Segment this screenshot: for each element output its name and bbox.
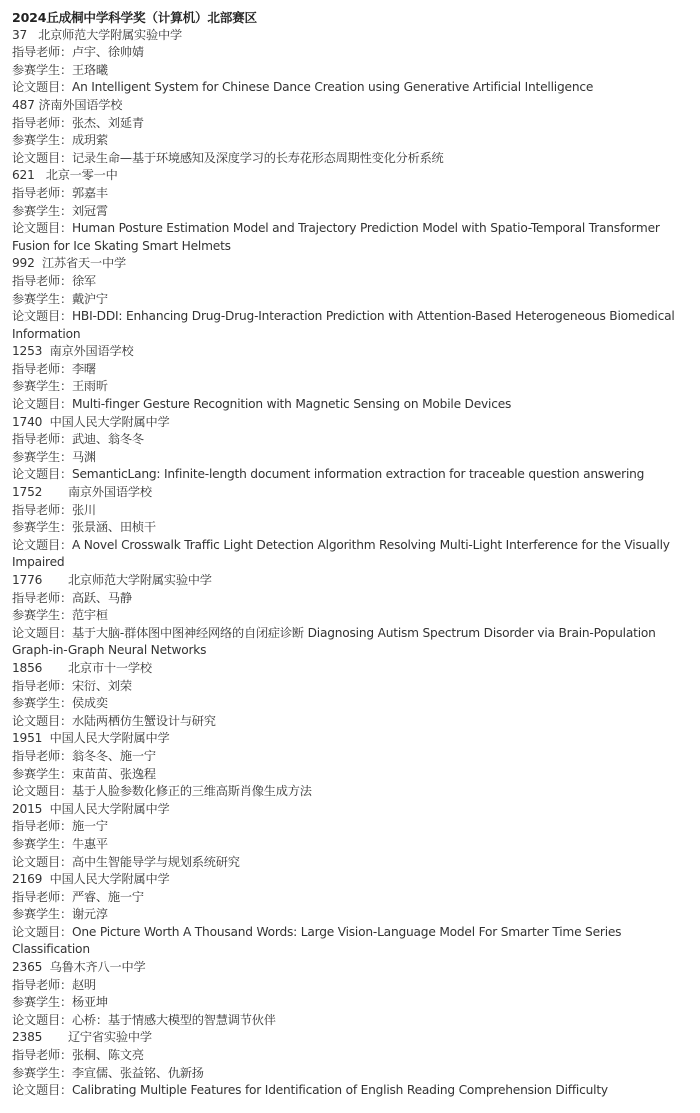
entry-paper	[12, 308, 688, 343]
entry	[12, 572, 688, 660]
entry-header	[12, 959, 688, 977]
entry-advisors	[12, 678, 688, 696]
entry-gap	[42, 661, 68, 675]
paper-label: 论文题目：	[12, 309, 72, 324]
entry-school: 中国人民大学附属中学	[49, 414, 170, 429]
entry-id: 1740	[12, 414, 43, 429]
entry-id: 2015	[12, 801, 43, 816]
advisor-label: 指导老师：	[12, 678, 72, 693]
students-label: 参赛学生：	[12, 291, 72, 306]
advisor-names: 严睿、施一宁	[71, 889, 144, 904]
entry-gap	[42, 960, 49, 974]
student-names: 王珞曦	[71, 62, 108, 77]
advisor-names: 徐军	[71, 273, 96, 288]
entry-school: 北京一零一中	[45, 168, 118, 183]
advisor-names: 武迪、翁冬冬	[71, 432, 144, 447]
advisor-label: 指导老师：	[12, 748, 72, 763]
paper-label: 论文题目：	[12, 854, 72, 869]
entry-paper	[12, 220, 688, 255]
paper-title: 基于人脸参数化修正的三维高斯肖像生成方法	[71, 784, 312, 799]
students-label: 参赛学生：	[12, 62, 72, 77]
entry-gap	[42, 573, 68, 587]
entry-id: 621	[12, 168, 35, 183]
entry-paper	[12, 625, 688, 660]
entry-advisors	[12, 1047, 688, 1065]
student-names: 牛惠平	[71, 836, 108, 851]
entry-students	[12, 836, 688, 854]
advisor-label: 指导老师：	[12, 590, 72, 605]
entry-id: 1253	[12, 344, 43, 359]
paper-label: 论文题目：	[12, 924, 72, 939]
students-label: 参赛学生：	[12, 449, 72, 464]
entry-gap	[42, 1030, 68, 1044]
entry-students	[12, 378, 688, 396]
entry-advisors	[12, 977, 688, 995]
entry-advisors	[12, 185, 688, 203]
paper-label: 论文题目：	[12, 1012, 72, 1027]
entry-school: 南京外国语学校	[49, 344, 134, 359]
paper-label: 论文题目：	[12, 1083, 72, 1098]
entry-paper	[12, 713, 688, 731]
students-label: 参赛学生：	[12, 696, 72, 711]
entry-gap	[27, 28, 38, 42]
entry-paper	[12, 537, 688, 572]
student-names: 戴沪宁	[71, 291, 108, 306]
entry-paper	[12, 1012, 688, 1030]
entry-id: 37	[12, 27, 28, 42]
entry-advisors	[12, 273, 688, 291]
paper-title: 高中生智能导学与规划系统研究	[71, 854, 240, 869]
advisor-names: 施一宁	[71, 819, 108, 834]
entry-id: 992	[12, 256, 35, 271]
entry-header	[12, 343, 688, 361]
paper-title: 基于大脑-群体图中图神经网络的自闭症诊断 Diagnosing Autism Spectrum Disorder via Brain-Population Graph-in-Graph Neural Networks	[12, 625, 656, 658]
entry-header	[12, 97, 688, 115]
entry-paper	[12, 466, 688, 484]
entry-id: 1752	[12, 485, 43, 500]
paper-label: 论文题目：	[12, 625, 72, 640]
entry-paper	[12, 79, 688, 97]
advisor-names: 宋衍、刘荣	[71, 678, 132, 693]
advisor-label: 指导老师：	[12, 1048, 72, 1063]
entry-gap	[42, 415, 49, 429]
paper-label: 论文题目：	[12, 150, 72, 165]
entry-header	[12, 1029, 688, 1047]
paper-title: SemanticLang: Infinite-length document information extraction for traceable question answering	[71, 467, 645, 482]
entry-school: 中国人民大学附属中学	[49, 731, 170, 746]
students-label: 参赛学生：	[12, 995, 72, 1010]
entry	[12, 730, 688, 800]
entry-advisors	[12, 748, 688, 766]
entry-paper	[12, 854, 688, 872]
advisor-label: 指导老师：	[12, 273, 72, 288]
student-names: 谢元淳	[71, 907, 108, 922]
entry-gap	[42, 344, 49, 358]
entry-gap	[42, 802, 49, 816]
advisor-label: 指导老师：	[12, 819, 72, 834]
entry-school: 北京师范大学附属实验中学	[67, 573, 212, 587]
advisor-label: 指导老师：	[12, 977, 72, 992]
entry-students	[12, 449, 688, 467]
entry-students	[12, 519, 688, 537]
entry-advisors	[12, 590, 688, 608]
entry-header	[12, 255, 688, 273]
entry-advisors	[12, 502, 688, 520]
students-label: 参赛学生：	[12, 907, 72, 922]
advisor-names: 翁冬冬、施一宁	[71, 748, 156, 763]
entry-id: 1856	[12, 660, 43, 675]
entry	[12, 97, 688, 167]
entry-paper	[12, 396, 688, 414]
students-label: 参赛学生：	[12, 766, 72, 781]
students-label: 参赛学生：	[12, 203, 72, 218]
entry-header	[12, 484, 688, 502]
advisor-names: 赵明	[71, 977, 96, 992]
advisor-names: 高跃、马静	[71, 590, 132, 605]
entry-students	[12, 132, 688, 150]
entry-advisors	[12, 818, 688, 836]
entry-students	[12, 695, 688, 713]
entry-header	[12, 167, 688, 185]
entry-id: 2385	[12, 1030, 43, 1045]
paper-label: 论文题目：	[12, 397, 72, 412]
entry-school: 中国人民大学附属中学	[49, 872, 170, 887]
entry-gap	[42, 872, 49, 886]
student-names: 张景涵、田桢干	[71, 520, 156, 535]
paper-title: A Novel Crosswalk Traffic Light Detection Algorithm Resolving Multi-Light Interference for the Visually Impaired	[12, 537, 670, 570]
entry-students	[12, 203, 688, 221]
entry-header	[12, 871, 688, 889]
advisor-label: 指导老师：	[12, 115, 72, 130]
paper-label: 论文题目：	[12, 467, 72, 482]
entry-advisors	[12, 431, 688, 449]
entry	[12, 27, 688, 97]
entry-list	[12, 27, 688, 1100]
entry-paper	[12, 1082, 688, 1100]
entry	[12, 871, 688, 959]
paper-title: Multi-finger Gesture Recognition with Magnetic Sensing on Mobile Devices	[71, 397, 512, 412]
paper-title: Calibrating Multiple Features for Identification of English Reading Comprehension Difficulty	[71, 1083, 608, 1098]
entry-header	[12, 414, 688, 432]
entry-gap	[35, 168, 46, 182]
entry-paper	[12, 783, 688, 801]
entry-students	[12, 607, 688, 625]
entry-paper	[12, 924, 688, 959]
entry	[12, 167, 688, 255]
advisor-label: 指导老师：	[12, 185, 72, 200]
entry-gap	[42, 485, 68, 499]
student-names: 刘冠霄	[71, 203, 108, 218]
entry-gap	[35, 256, 42, 270]
paper-label: 论文题目：	[12, 713, 72, 728]
advisor-label: 指导老师：	[12, 889, 72, 904]
entry-gap	[42, 731, 49, 745]
entry-students	[12, 994, 688, 1012]
advisor-label: 指导老师：	[12, 45, 72, 60]
student-names: 王雨昕	[71, 379, 108, 394]
entry-advisors	[12, 115, 688, 133]
entry-school: 济南外国语学校	[38, 97, 123, 112]
entry	[12, 414, 688, 484]
entry-school: 北京师范大学附属实验中学	[38, 27, 182, 42]
document-title: 2024丘成桐中学科学奖（计算机）北部赛区	[12, 10, 257, 25]
entry-school: 江苏省天一中学	[42, 256, 126, 271]
entry	[12, 1029, 688, 1099]
entry-advisors	[12, 44, 688, 62]
paper-title: 水陆两栖仿生蟹设计与研究	[71, 713, 216, 728]
entry	[12, 255, 688, 343]
entry-school: 北京市十一学校	[67, 660, 152, 675]
paper-label: 论文题目：	[12, 80, 72, 95]
entry-students	[12, 1065, 688, 1083]
entry-school: 南京外国语学校	[67, 485, 152, 500]
entry-header	[12, 801, 688, 819]
entry	[12, 484, 688, 572]
entry	[12, 660, 688, 730]
entry-school: 辽宁省实验中学	[67, 1030, 152, 1045]
student-names: 杨亚坤	[71, 995, 108, 1010]
entry-id: 487	[12, 97, 35, 112]
students-label: 参赛学生：	[12, 379, 72, 394]
entry-header	[12, 660, 688, 678]
advisor-names: 郭嘉丰	[71, 185, 108, 200]
entry-id: 1951	[12, 731, 43, 746]
entry-id: 1776	[12, 573, 43, 587]
entry-advisors	[12, 889, 688, 907]
entry-id: 2365	[12, 960, 43, 975]
entry	[12, 343, 688, 413]
entry-students	[12, 291, 688, 309]
paper-title: Human Posture Estimation Model and Trajectory Prediction Model with Spatio-Temporal Transformer Fusion for Ice Skating Smart Helmets	[12, 221, 660, 253]
paper-label: 论文题目：	[12, 784, 72, 799]
paper-label: 论文题目：	[12, 537, 72, 552]
entry-advisors	[12, 361, 688, 379]
student-names: 束苗苗、张逸程	[71, 766, 156, 781]
students-label: 参赛学生：	[12, 520, 72, 535]
entry-header	[12, 27, 688, 45]
entry-students	[12, 766, 688, 784]
paper-title: An Intelligent System for Chinese Dance Creation using Generative Artificial Intelligence	[71, 80, 594, 95]
entry-students	[12, 906, 688, 924]
paper-title: HBI-DDI: Enhancing Drug-Drug-Interaction Prediction with Attention-Based Heterogeneous Biomedical Information	[12, 309, 675, 341]
advisor-names: 张川	[71, 502, 96, 517]
entry-students	[12, 62, 688, 80]
entry	[12, 959, 688, 1029]
advisor-label: 指导老师：	[12, 361, 72, 376]
paper-label: 论文题目：	[12, 221, 72, 236]
advisor-label: 指导老师：	[12, 432, 72, 447]
entry-id: 2169	[12, 872, 43, 887]
student-names: 侯成奕	[71, 696, 108, 711]
students-label: 参赛学生：	[12, 1065, 72, 1080]
entry-header	[12, 572, 688, 590]
students-label: 参赛学生：	[12, 608, 72, 623]
students-label: 参赛学生：	[12, 133, 72, 148]
paper-title: 记录生命—基于环境感知及深度学习的长寿花形态周期性变化分析系统	[71, 150, 444, 165]
student-names: 马渊	[71, 449, 96, 464]
entry-paper	[12, 150, 688, 168]
student-names: 李宣儒、张益铭、仇新扬	[71, 1065, 204, 1080]
paper-title: 心桥：基于情感大模型的智慧调节伙伴	[71, 1012, 276, 1027]
entry-header	[12, 730, 688, 748]
advisor-names: 张桐、陈文亮	[71, 1048, 144, 1063]
advisor-names: 李曙	[71, 361, 96, 376]
entry-school: 中国人民大学附属中学	[49, 801, 170, 816]
entry	[12, 801, 688, 871]
advisor-label: 指导老师：	[12, 502, 72, 517]
student-names: 范宇桓	[71, 608, 108, 623]
entry-school: 乌鲁木齐八一中学	[49, 960, 146, 975]
advisor-names: 张杰、刘延青	[71, 115, 144, 130]
students-label: 参赛学生：	[12, 836, 72, 851]
student-names: 成玥萦	[71, 133, 108, 148]
paper-title: One Picture Worth A Thousand Words: Large Vision-Language Model For Smarter Time Series Classification	[12, 924, 622, 957]
advisor-names: 卢宇、徐帅婧	[71, 45, 144, 60]
